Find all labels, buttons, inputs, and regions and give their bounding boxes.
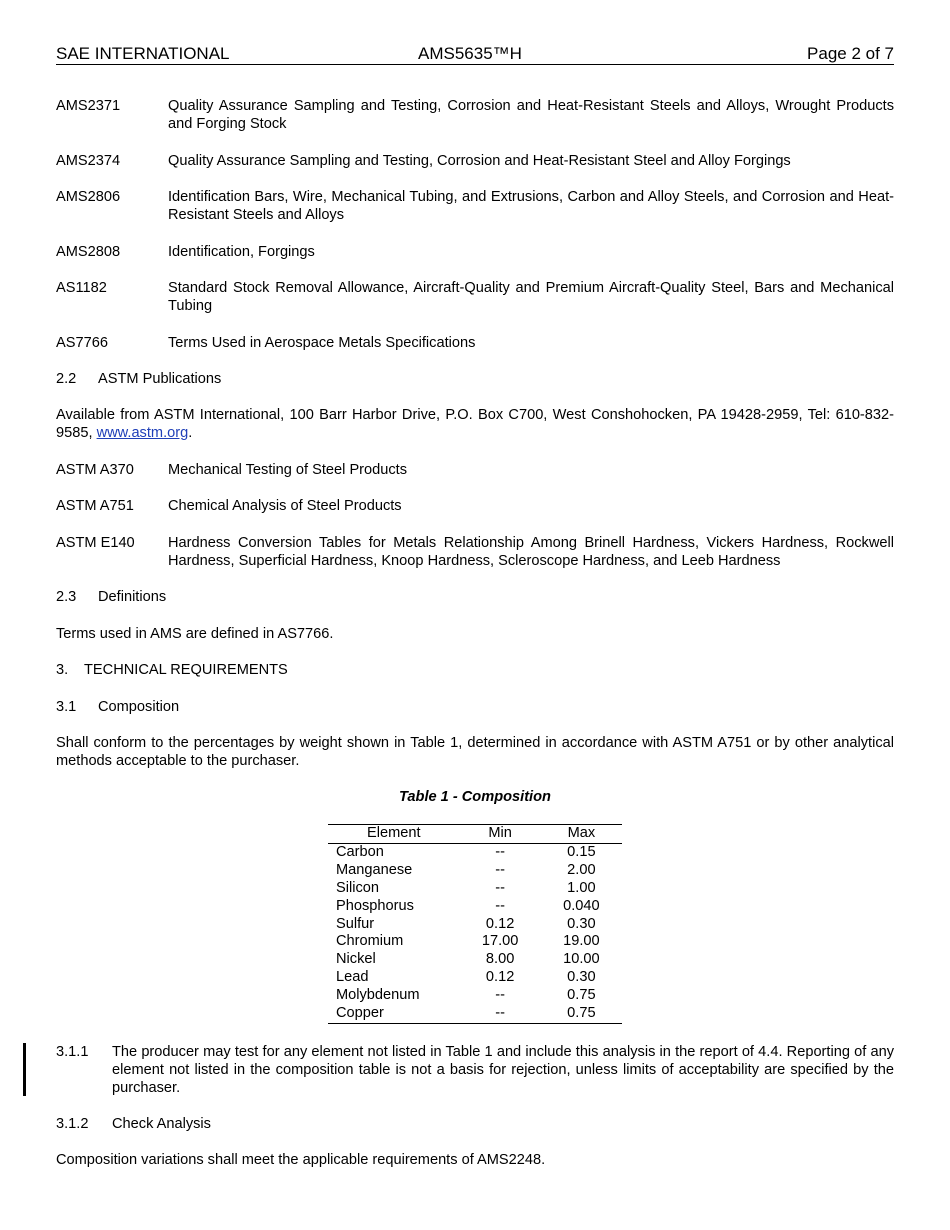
element-cell: Molybdenum (336, 987, 420, 1004)
reference-title: Chemical Analysis of Steel Products (168, 498, 402, 514)
section-number: 3. (56, 662, 69, 678)
reference-code: AMS2374 (56, 153, 121, 169)
element-cell: Lead (336, 969, 369, 986)
reference-title: Terms Used in Aerospace Metals Specifications (168, 335, 476, 351)
section-number: 3.1.2 (56, 1116, 89, 1132)
max-cell: 2.00 (567, 861, 596, 878)
reference-title: Standard Stock Removal Allowance, Aircraft-Quality and Premium Aircraft-Quality Steel, Bars and Mechanical Tubing (168, 280, 894, 314)
section-number: 3.1.1 (56, 1044, 89, 1060)
section-title: Composition (98, 699, 180, 715)
table-row (328, 898, 622, 916)
max-cell: 10.00 (563, 951, 600, 968)
section-title: TECHNICAL REQUIREMENTS (84, 662, 288, 678)
section-number: 3.1 (56, 699, 77, 715)
table-row (328, 969, 622, 987)
min-cell: 17.00 (481, 933, 519, 950)
definitions-paragraph: Terms used in AMS are defined in AS7766. (56, 626, 334, 642)
astm-period: . (188, 425, 193, 441)
column-header: Max (541, 825, 622, 844)
reference-item (56, 152, 894, 170)
max-cell: 0.30 (567, 915, 596, 932)
page-header (56, 44, 894, 65)
max-cell: 19.00 (563, 933, 600, 950)
reference-title: Hardness Conversion Tables for Metals Relationship Among Brinell Hardness, Vickers Hardness, Rockwell Hardness, Superficial Hardness, Knoop Hardness, Scleroscope Hardness, and Leeb Hardness (168, 535, 894, 569)
section-title: ASTM Publications (98, 371, 222, 387)
min-cell: -- (495, 987, 505, 1004)
check-analysis-paragraph: Composition variations shall meet the applicable requirements of AMS2248. (56, 1152, 546, 1168)
revision-change-bar (23, 1043, 26, 1096)
element-cell: Carbon (336, 843, 384, 860)
section-heading-3 (56, 661, 288, 679)
section-3-1-1 (56, 1043, 894, 1097)
reference-title: Quality Assurance Sampling and Testing, Corrosion and Heat-Resistant Steels and Alloys, Wrought Products and Forging Stock (168, 98, 894, 132)
element-cell: Copper (328, 1005, 460, 1023)
section-text: The producer may test for any element not listed in Table 1 and include this analysis in the report of 4.4. Reporting of any element not listed in the composition table is not a basis for rejection, unless limits of acceptability are specified by the purchaser. (112, 1044, 894, 1096)
reference-title: Identification, Forgings (168, 244, 315, 260)
element-cell: Silicon (336, 879, 379, 896)
max-cell: 0.75 (541, 1005, 622, 1023)
reference-item (56, 97, 894, 133)
element-cell: Manganese (336, 861, 413, 878)
min-cell: -- (495, 843, 505, 860)
section-heading-2-2 (56, 370, 221, 388)
max-cell: 0.30 (567, 969, 596, 986)
max-cell: 0.040 (563, 897, 600, 914)
reference-code: AMS2806 (56, 189, 121, 205)
reference-title: Identification Bars, Wire, Mechanical Tubing, and Extrusions, Carbon and Alloy Steels, and Corrosion and Heat-Resistant Steels and Alloys (168, 189, 894, 223)
max-cell: 0.15 (567, 843, 596, 860)
table-row (328, 1005, 622, 1023)
composition-table (328, 824, 622, 1024)
min-cell: -- (495, 879, 505, 896)
astm-website-link[interactable]: www.astm.org (96, 425, 189, 441)
section-number: 2.2 (56, 371, 77, 387)
table-header-row (328, 825, 622, 844)
table-row (328, 987, 622, 1005)
reference-item (56, 279, 894, 315)
header-page-number: Page 2 of 7 (807, 44, 894, 63)
reference-code: AMS2371 (56, 98, 121, 114)
min-cell: 0.12 (485, 969, 515, 986)
reference-item (56, 188, 894, 224)
element-cell: Sulfur (336, 915, 375, 932)
reference-title: Quality Assurance Sampling and Testing, Corrosion and Heat-Resistant Steel and Alloy Forgings (168, 153, 791, 169)
min-cell: 0.12 (485, 915, 515, 932)
element-cell: Phosphorus (336, 897, 414, 914)
composition-paragraph: Shall conform to the percentages by weight shown in Table 1, determined in accordance with ASTM A751 or by other analytical methods acceptable to the purchaser. (56, 735, 894, 769)
min-cell: -- (495, 897, 505, 914)
reference-item (56, 461, 894, 479)
column-header: Min (460, 825, 541, 844)
section-number: 2.3 (56, 589, 77, 605)
reference-code: AS1182 (56, 280, 107, 296)
section-heading-3-1-2 (56, 1115, 894, 1133)
section-title: Definitions (98, 589, 167, 605)
reference-code: ASTM E140 (56, 535, 135, 551)
astm-availability-paragraph (56, 406, 894, 442)
min-cell: 8.00 (485, 951, 515, 968)
reference-code: ASTM A370 (56, 462, 134, 478)
element-cell: Nickel (336, 951, 376, 968)
table-row (328, 933, 622, 951)
reference-item (56, 534, 894, 570)
reference-code: AS7766 (56, 335, 108, 351)
section-heading-2-3 (56, 588, 166, 606)
header-doc-id: AMS5635™H (418, 44, 522, 63)
max-cell: 1.00 (567, 879, 596, 896)
reference-item (56, 334, 894, 352)
reference-code: ASTM A751 (56, 498, 134, 514)
section-heading-3-1 (56, 698, 179, 716)
header-org: SAE INTERNATIONAL (56, 44, 230, 63)
min-cell: -- (460, 1005, 541, 1023)
max-cell: 0.75 (567, 987, 596, 1004)
reference-item (56, 243, 894, 261)
table-caption: Table 1 - Composition (399, 789, 551, 805)
column-header: Element (328, 825, 460, 844)
element-cell: Chromium (336, 933, 404, 950)
min-cell: -- (495, 861, 505, 878)
reference-code: AMS2808 (56, 244, 121, 260)
table-row (328, 862, 622, 880)
table-row (328, 880, 622, 898)
table-row (328, 916, 622, 934)
reference-item (56, 497, 894, 515)
table-row (328, 951, 622, 969)
astm-address-text: Available from ASTM International, 100 Barr Harbor Drive, P.O. Box C700, West Conshohocken, PA 19428-2959, Tel: 610-832-9585, (56, 407, 894, 441)
reference-title: Mechanical Testing of Steel Products (168, 462, 408, 478)
table-row (328, 843, 622, 861)
section-title: Check Analysis (112, 1116, 211, 1132)
